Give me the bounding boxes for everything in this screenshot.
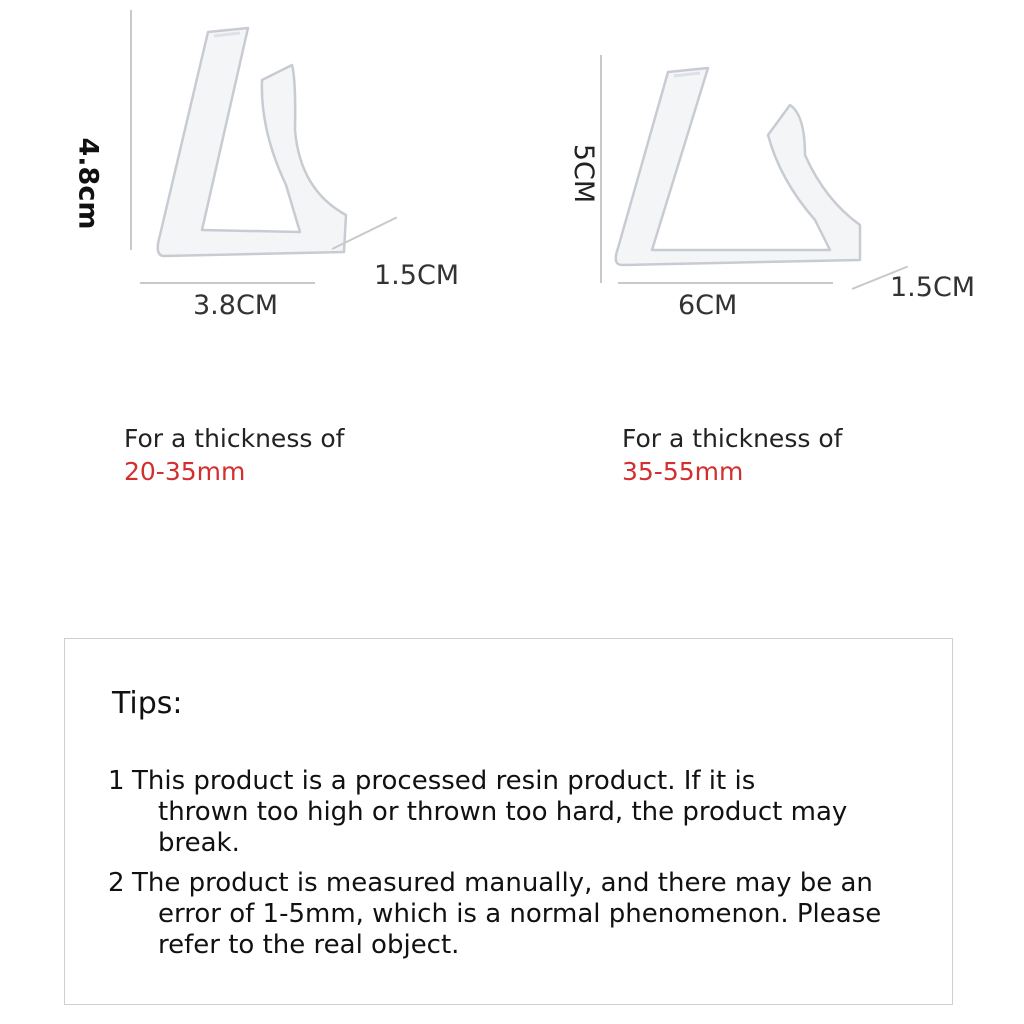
right-clip-image [610,60,870,280]
tip-item-2 [108,868,928,961]
left-clip-image [150,20,370,260]
left-depth-label: 1.5CM [374,260,460,291]
tip-number: 2 [108,868,125,898]
tip-line: refer to the real object. [158,930,460,960]
tips-title: Tips: [112,686,183,721]
tip-first-line: This product is a processed resin product. If it is [132,766,756,796]
left-clip-shape [158,28,346,256]
left-width-label: 3.8CM [193,290,279,321]
left-height-guide [130,10,132,250]
right-depth-label: 1.5CM [890,272,976,303]
left-thickness-range: 20-35mm [124,457,246,486]
left-height-label: 4.8cm [72,137,104,230]
right-clip-shape [616,68,860,265]
tip-item-1 [108,766,928,859]
left-thickness-caption [124,422,344,488]
right-width-guide [618,282,833,284]
tip-first-line: The product is measured manually, and there may be an [132,868,873,898]
tip-line: error of 1-5mm, which is a normal phenomenon. Please [158,899,882,929]
tip-number: 1 [108,766,125,796]
right-caption-line: For a thickness of [622,424,843,453]
tip-line: thrown too high or thrown too hard, the product may [158,797,848,827]
right-thickness-caption [622,422,842,488]
right-height-guide [600,55,602,283]
right-width-label: 6CM [678,290,738,321]
right-thickness-range: 35-55mm [622,457,744,486]
right-height-label: 5CM [568,143,600,204]
left-width-guide [140,282,315,284]
tip-line: break. [158,828,240,858]
left-caption-line: For a thickness of [124,424,345,453]
